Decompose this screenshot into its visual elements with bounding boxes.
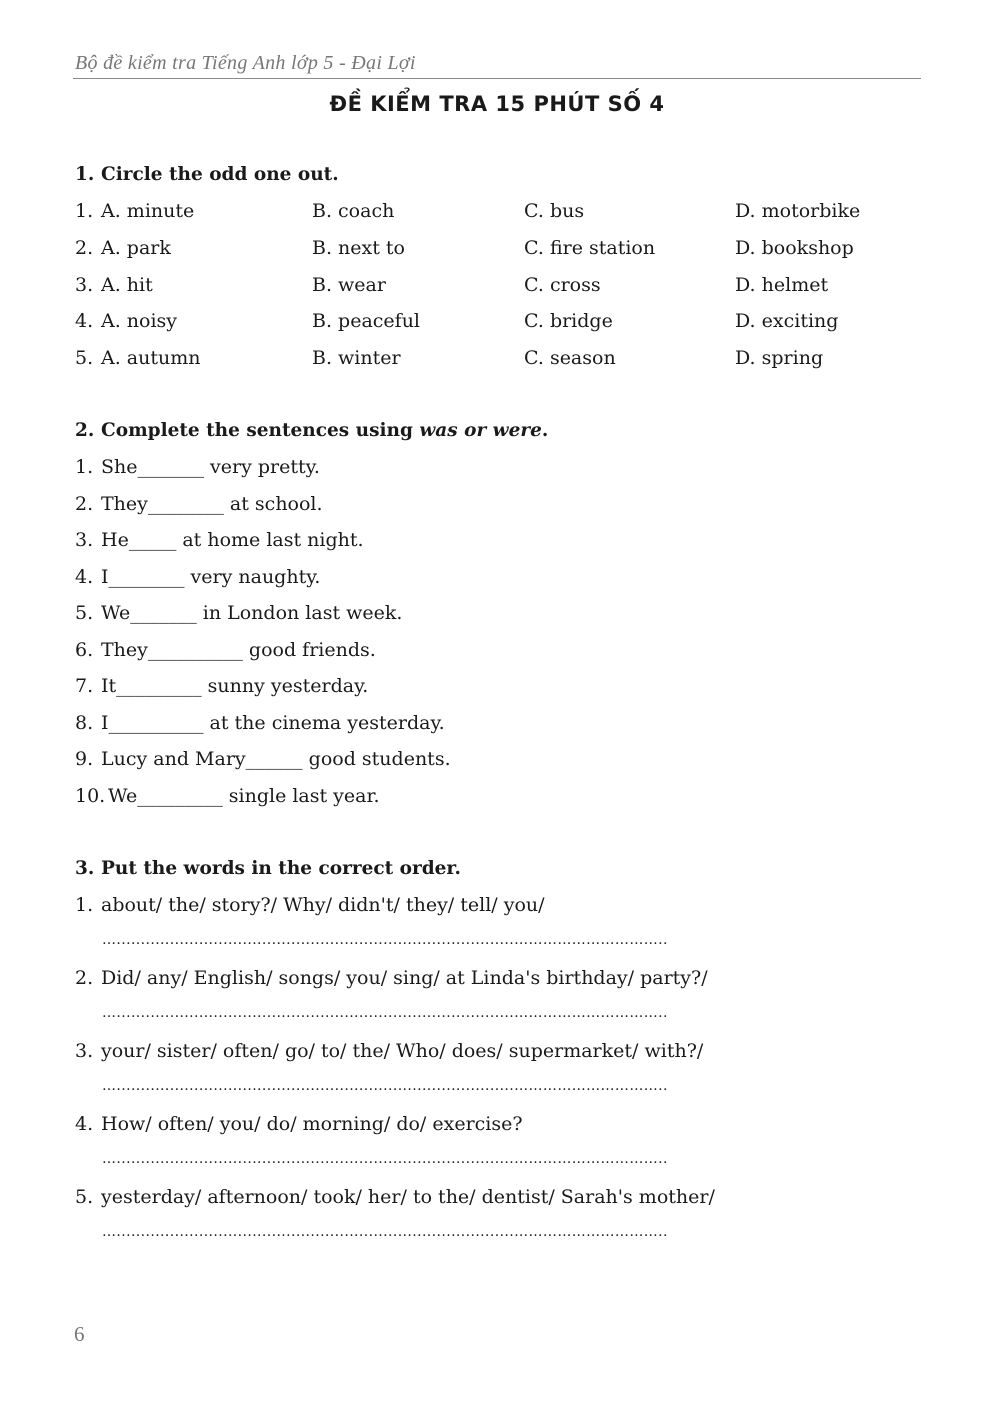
item-text: about/ the/ story?/ Why/ didn't/ they/ tell/ you/ <box>101 894 545 916</box>
option-d: D. motorbike <box>735 200 861 222</box>
answer-line[interactable]: …..................................................................................………………………….. <box>102 1078 668 1094</box>
item-text: It_________ sunny yesterday. <box>101 675 369 697</box>
sentence-item <box>75 639 376 661</box>
option-c: C. bridge <box>524 310 613 332</box>
item-text: I________ very naughty. <box>101 566 321 588</box>
running-header: Bộ đề kiểm tra Tiếng Anh lớp 5 - Đại Lợi <box>75 52 416 74</box>
item-number: 3. <box>75 1040 94 1062</box>
answer-line[interactable]: …..................................................................................………………………….. <box>102 932 668 948</box>
section-number: 2. <box>75 420 95 441</box>
section-1-title <box>75 164 339 185</box>
answer-line[interactable]: …..................................................................................………………………….. <box>102 1224 668 1240</box>
item-number: 2. <box>75 493 94 515</box>
item-number: 9. <box>75 748 94 770</box>
option-c: C. season <box>524 347 616 369</box>
item-text: We_______ in London last week. <box>101 602 403 624</box>
option-a: A. autumn <box>101 347 201 369</box>
section-2-title <box>75 420 548 441</box>
item-number: 4. <box>75 566 94 588</box>
item-text: Lucy and Mary______ good students. <box>101 748 451 770</box>
item-number: 5. <box>75 1186 94 1208</box>
item-text: yesterday/ afternoon/ took/ her/ to the/ dentist/ Sarah's mother/ <box>101 1186 715 1208</box>
option-d: D. bookshop <box>735 237 854 259</box>
header-divider <box>73 78 921 79</box>
section-number: 3. <box>75 858 95 879</box>
option-b: B. coach <box>312 200 395 222</box>
sentence-item <box>75 785 380 807</box>
question-number: 3. <box>75 274 94 296</box>
item-number: 3. <box>75 529 94 551</box>
answer-line[interactable]: …..................................................................................………………………….. <box>102 1151 668 1167</box>
item-text: We_________ single last year. <box>108 785 380 807</box>
item-text: How/ often/ you/ do/ morning/ do/ exercise? <box>101 1113 523 1135</box>
item-text: She_______ very pretty. <box>101 456 320 478</box>
sentence-item <box>75 529 364 551</box>
question-number: 4. <box>75 310 94 332</box>
item-number: 6. <box>75 639 94 661</box>
reorder-item <box>75 1040 703 1062</box>
item-number: 4. <box>75 1113 94 1135</box>
option-b: B. next to <box>312 237 405 259</box>
option-c: C. bus <box>524 200 585 222</box>
option-a: A. hit <box>101 274 153 296</box>
option-d: D. helmet <box>735 274 829 296</box>
sentence-item <box>75 748 451 770</box>
section-number: 1. <box>75 164 95 185</box>
option-a: A. noisy <box>101 310 178 332</box>
section-title-suffix: . <box>541 420 549 441</box>
page-number: 6 <box>74 1322 85 1346</box>
section-title-text: Put the words in the correct order. <box>101 858 461 879</box>
item-number: 2. <box>75 967 94 989</box>
item-number: 7. <box>75 675 94 697</box>
item-text: I__________ at the cinema yesterday. <box>101 712 445 734</box>
item-text: He_____ at home last night. <box>101 529 364 551</box>
sentence-item <box>75 456 320 478</box>
sentence-item <box>75 602 402 624</box>
item-text: They________ at school. <box>101 493 323 515</box>
option-a: A. park <box>101 237 171 259</box>
item-number: 10. <box>75 785 106 807</box>
reorder-item <box>75 967 708 989</box>
option-a: A. minute <box>101 200 195 222</box>
option-b: B. peaceful <box>312 310 421 332</box>
section-title-text: Circle the odd one out. <box>101 164 339 185</box>
reorder-item <box>75 1113 523 1135</box>
sentence-item <box>75 493 323 515</box>
section-title-text: Complete the sentences using <box>101 420 420 441</box>
section-3-title <box>75 858 461 879</box>
page-title: ĐỀ KIỂM TRA 15 PHÚT SỐ 4 <box>329 92 665 116</box>
item-number: 1. <box>75 894 94 916</box>
sentence-item <box>75 712 445 734</box>
sentence-item <box>75 566 320 588</box>
option-c: C. fire station <box>524 237 656 259</box>
option-b: B. winter <box>312 347 401 369</box>
item-number: 8. <box>75 712 94 734</box>
item-text: They__________ good friends. <box>101 639 376 661</box>
option-d: D. exciting <box>735 310 839 332</box>
section-title-italic: was or were <box>419 420 542 441</box>
sentence-item <box>75 675 368 697</box>
item-text: Did/ any/ English/ songs/ you/ sing/ at Linda's birthday/ party?/ <box>101 967 708 989</box>
item-text: your/ sister/ often/ go/ to/ the/ Who/ does/ supermarket/ with?/ <box>101 1040 704 1062</box>
option-c: C. cross <box>524 274 601 296</box>
answer-line[interactable]: …..................................................................................………………………….. <box>102 1005 668 1021</box>
question-number: 1. <box>75 200 94 222</box>
item-number: 1. <box>75 456 94 478</box>
question-number: 2. <box>75 237 94 259</box>
option-d: D. spring <box>735 347 824 369</box>
item-number: 5. <box>75 602 94 624</box>
option-b: B. wear <box>312 274 386 296</box>
question-number: 5. <box>75 347 94 369</box>
reorder-item <box>75 894 545 916</box>
reorder-item <box>75 1186 715 1208</box>
